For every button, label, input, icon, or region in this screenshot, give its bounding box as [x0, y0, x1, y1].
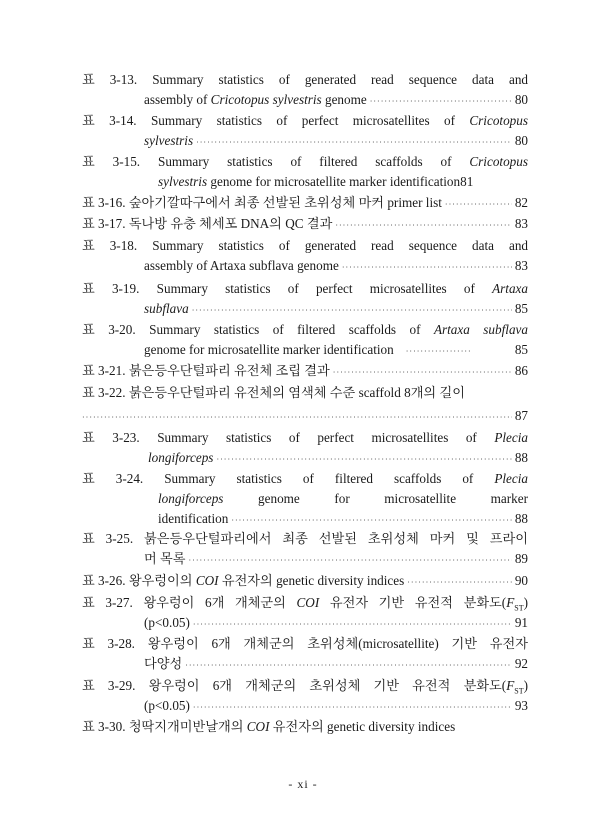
entry-title: Summary statistics of filtered scaffolds of — [164, 471, 495, 486]
toc-entry[interactable] — [82, 469, 528, 531]
species-name: Artaxa subflava — [433, 322, 528, 337]
toc-entry[interactable] — [82, 111, 528, 153]
entry-label: 표 3-18. — [82, 238, 138, 253]
entry-title-cont: genome for microsatellite marker identification — [207, 174, 461, 189]
entry-title-cont: genome for microsatellite marker — [223, 491, 528, 506]
entry-title-cont: ) — [523, 678, 528, 693]
entry-label: 표 3-14. — [82, 113, 137, 128]
entry-title-cont: genome — [321, 92, 367, 107]
gene-name: COI — [195, 573, 219, 588]
entry-label: 표 3-30. — [82, 719, 126, 734]
entry-label: 표 3-29. — [82, 678, 136, 693]
page-number: 86 — [514, 363, 528, 378]
entry-title-cont: 머 목록 — [144, 551, 186, 566]
page-number: 80 — [514, 92, 528, 107]
toc-entry[interactable] — [82, 193, 528, 215]
entry-title: Summary statistics of perfect microsatellites of — [150, 113, 470, 128]
entry-label: 표 3-16. — [82, 195, 126, 210]
species-name: Cricotopus — [469, 154, 528, 169]
leader-dots — [445, 195, 512, 215]
entry-label: 표 3-26. — [82, 573, 126, 588]
leader-dots — [193, 615, 512, 635]
leader-dots — [193, 698, 512, 718]
entry-title: 숲아기깔따구에서 최종 선발된 초위성체 마커 primer list — [128, 195, 442, 210]
page-number: 88 — [514, 511, 528, 526]
toc-entry[interactable] — [82, 571, 528, 593]
toc-entry[interactable] — [82, 634, 528, 676]
species-name: longiforceps — [148, 450, 214, 465]
entry-title: 붉은등우단털파리 유전체 조립 결과 — [128, 363, 330, 378]
toc-entry[interactable] — [82, 676, 528, 718]
leader-dots — [185, 656, 512, 676]
fst-symbol: F — [506, 595, 515, 610]
entry-title: 붉은등우단털파리에서 최종 선발된 초위성체 마커 및 프라이 — [144, 531, 528, 546]
species-name: sylvestris — [144, 133, 194, 148]
page-number: 91 — [514, 615, 528, 630]
fst-symbol: F — [506, 678, 515, 693]
page-number: 89 — [514, 551, 528, 566]
entry-title-cont: 유전자의 genetic diversity indices — [269, 719, 456, 734]
gene-name: COI — [246, 719, 270, 734]
gene-name: COI — [296, 595, 320, 610]
fst-subscript: ST — [514, 603, 524, 613]
species-name: Plecia — [494, 430, 528, 445]
toc-entry[interactable] — [82, 236, 528, 278]
entry-title-cont: ) — [523, 595, 528, 610]
page-number: 82 — [514, 195, 528, 210]
page-number: 87 — [514, 408, 528, 423]
leader-dots — [82, 408, 512, 428]
page-number: 85 — [514, 342, 528, 357]
species-name: Cricotopus sylvestris — [210, 92, 322, 107]
entry-label: 표 3-17. — [82, 216, 126, 231]
leader-dots — [231, 511, 512, 531]
toc-entry[interactable] — [82, 320, 528, 362]
entry-label: 표 3-15. — [82, 154, 141, 169]
leader-dots — [370, 92, 512, 112]
leader-dots — [407, 573, 512, 593]
page-number: 92 — [514, 656, 528, 671]
toc-entry[interactable] — [82, 279, 528, 321]
leader-dots — [335, 216, 511, 236]
toc-entry[interactable] — [82, 361, 528, 383]
entry-title: 청딱지개미반날개의 — [128, 719, 247, 734]
page-number: 90 — [514, 573, 528, 588]
entry-title-cont: 유전자의 genetic diversity indices — [218, 573, 405, 588]
entry-label: 표 3-24. — [82, 471, 144, 486]
entry-title: 붉은등우단털파리 유전체의 염색체 수준 scaffold 8개의 길이 — [128, 385, 465, 400]
entry-title-cont: (p<0.05) — [144, 698, 190, 713]
entry-label: 표 3-23. — [82, 430, 140, 445]
species-name: sylvestris — [158, 174, 208, 189]
page-footer: - xi - — [288, 777, 318, 791]
entry-title-cont: assembly of Artaxa subflava genome — [144, 258, 339, 273]
entry-title: Summary statistics of generated read sequence data and — [152, 72, 528, 87]
page-number: 81 — [460, 174, 474, 189]
page-number: 80 — [514, 133, 528, 148]
leader-dots — [342, 258, 512, 278]
toc-entry[interactable] — [82, 428, 528, 470]
leader-dots — [196, 133, 512, 153]
entry-title: 왕우렁이 6개 개체군의 초위성체 기반 유전적 분화도( — [148, 678, 507, 693]
entry-title: 독나방 유충 체세포 DNA의 QC 결과 — [128, 216, 333, 231]
fst-subscript: ST — [514, 686, 524, 696]
leader-dots — [216, 450, 511, 470]
species-name: Plecia — [494, 471, 528, 486]
entry-title: 왕우렁이의 — [128, 573, 196, 588]
entry-title: Summary statistics of generated read sequence data and — [152, 238, 528, 253]
entry-title: Summary statistics of perfect microsatellites of — [156, 281, 493, 296]
entry-title-cont: assembly of — [144, 92, 211, 107]
entry-title-cont: 다양성 — [144, 656, 183, 671]
leader-dots — [192, 301, 512, 321]
entry-label: 표 3-22. — [82, 385, 126, 400]
toc-entry[interactable] — [82, 383, 528, 428]
page-number: 83 — [514, 216, 528, 231]
entry-label: 표 3-28. — [82, 636, 135, 651]
entry-title-cont: 유전자 기반 유전적 분화도( — [319, 595, 507, 610]
entry-title: Summary statistics of filtered scaffolds of — [149, 322, 434, 337]
entry-title: Summary statistics of perfect microsatellites of — [157, 430, 495, 445]
species-name: Artaxa — [492, 281, 528, 296]
species-name: Cricotopus — [469, 113, 528, 128]
entry-title-cont: genome for microsatellite marker identification — [144, 342, 394, 357]
entry-title: 왕우렁이 6개 개체군의 초위성체(microsatellite) 기반 유전자 — [147, 636, 528, 651]
entry-label: 표 3-21. — [82, 363, 126, 378]
entry-title-cont: (p<0.05) — [144, 615, 190, 630]
toc-entry[interactable] — [82, 717, 528, 737]
entry-label: 표 3-19. — [82, 281, 140, 296]
leader-dots — [406, 342, 470, 362]
page-number: 93 — [514, 698, 528, 713]
page-number: 85 — [514, 301, 528, 316]
toc-entry[interactable] — [82, 593, 528, 635]
leader-dots — [189, 551, 512, 571]
leader-dots — [333, 363, 512, 383]
toc-entry[interactable] — [82, 152, 528, 192]
entry-title: 왕우렁이 6개 개체군의 — [143, 595, 297, 610]
entry-label: 표 3-27. — [82, 595, 133, 610]
toc-entry[interactable] — [82, 529, 528, 571]
entry-label: 표 3-13. — [82, 72, 138, 87]
toc-entry[interactable] — [82, 70, 528, 112]
toc-entry[interactable] — [82, 214, 528, 236]
entry-title: Summary statistics of filtered scaffolds of — [157, 154, 470, 169]
entry-label: 표 3-20. — [82, 322, 136, 337]
page-number: 83 — [514, 258, 528, 273]
entry-label: 표 3-25. — [82, 531, 134, 546]
entry-title-cont: identification — [158, 511, 229, 526]
species-name: subflava — [144, 301, 189, 316]
species-name: longiforceps — [158, 491, 224, 506]
page-number: 88 — [514, 450, 528, 465]
